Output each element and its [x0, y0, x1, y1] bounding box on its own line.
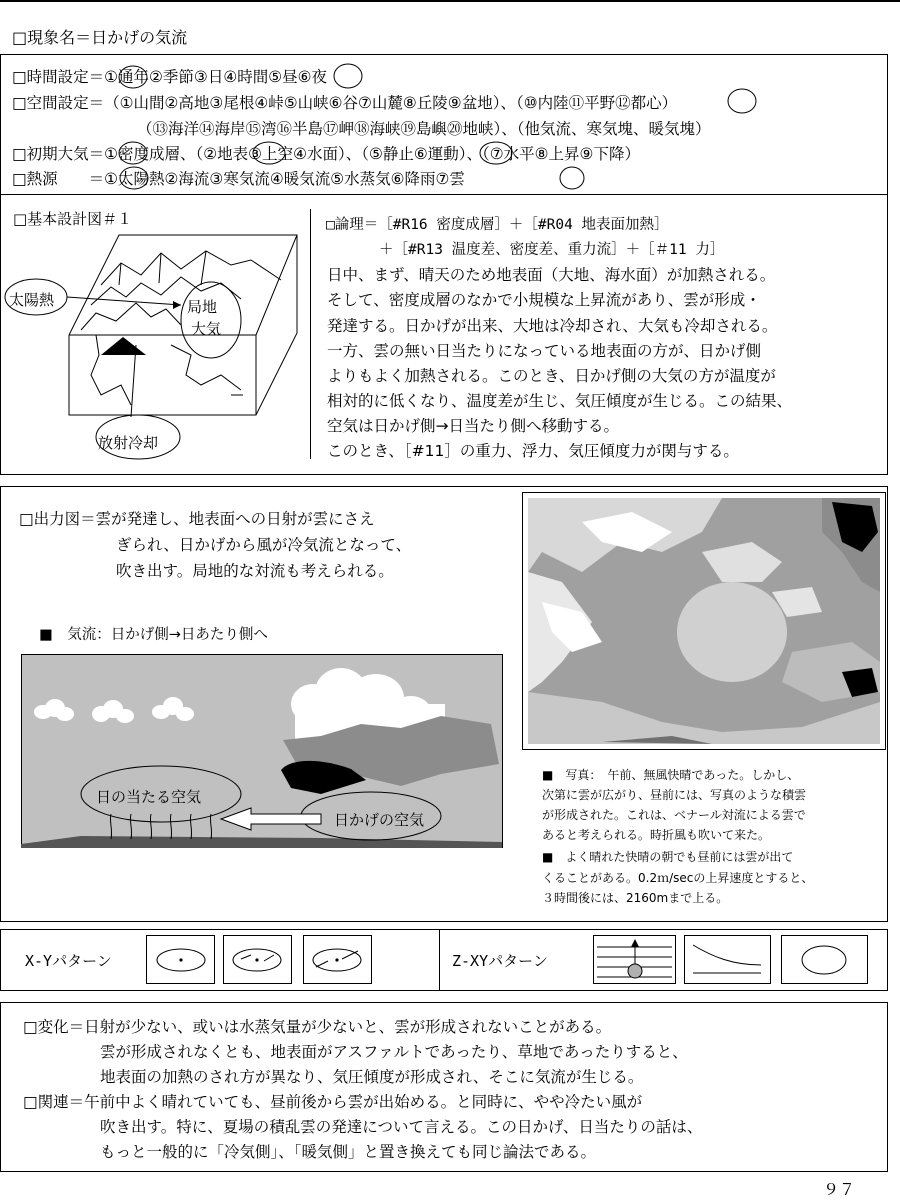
photo-caption-5: ■ よく晴れた快晴の朝でも昼前には雲が出て — [542, 850, 794, 864]
photo-caption-4: あると考えられる。時折風も吹いて来た。 — [542, 828, 771, 842]
change-line-3: 地表面の加熱のされ方が異なり、気圧傾度が形成され、そこに気流が生じる。 — [100, 1068, 644, 1086]
logic-body-2: そして、密度成層のなかで小規模な上昇流があり、雲が形成・ — [327, 291, 761, 309]
design-label: □基本設計図＃１ — [13, 210, 133, 228]
initial-atmosphere: □初期大気＝①密度成層、（②地表③上空④水面）、（⑤静止⑥運動）、（⑦水平⑧上昇⑨下降） — [12, 145, 640, 163]
logic-body-4: 一方、雲の無い日当たりになっている地表面の方が、日かげ側 — [327, 342, 762, 360]
output-line-2: ぎられ、日かげから風が冷気流となって、 — [116, 536, 412, 554]
relation-line-3: もっと一般的に「冷気側」、「暖気側」と置き換えても同じ論法である。 — [100, 1143, 597, 1161]
change-line-1: □変化＝日射が少ない、或いは水蒸気量が少ないと、雲が形成されないことがある。 — [23, 1018, 612, 1036]
local-label-2: 大気 — [191, 320, 222, 338]
photo-caption-2: 次第に雲が広がり、昼前には、写真のような積雲 — [542, 788, 807, 802]
top-rule — [0, 0, 900, 2]
radiation-cooling-label: 放射冷却 — [98, 434, 159, 452]
relation-line-1: □関連＝午前中よく晴れていても、昼前後から雲が出始める。と同時に、やや冷たい風が — [23, 1093, 643, 1111]
xy-patterns — [146, 935, 376, 985]
airflow-illustration — [21, 654, 504, 849]
logic-body-1: 日中、まず、晴天のため地表面（大地、海水面）が加熱される。 — [327, 266, 776, 284]
time-setting: □時間設定＝①通年②季節③日④時間⑤昼⑥夜 — [12, 68, 328, 86]
logic-body-6: 相対的に低くなり、温度差が生じ、気圧傾度が生じる。この結果、 — [327, 392, 793, 410]
pattern-divider — [439, 930, 440, 990]
local-label-1: 局地 — [187, 298, 218, 316]
page-number: ９７ — [823, 1180, 856, 1199]
page-title: □現象名＝日かげの気流 — [12, 28, 188, 47]
zxy-pattern-label: Z-XYパターン — [452, 952, 548, 970]
zxy-patterns — [593, 935, 873, 987]
space-setting-2: （⑬海洋⑭海岸⑮湾⑯半島⑰岬⑱海峡⑲島嶼⑳地峡）、（他気流、寒気塊、暖気塊） — [137, 120, 711, 138]
logic-line-1: □論理＝［#R16 密度成層］＋［#R04 地表面加熱］ — [326, 217, 669, 233]
pattern-box — [0, 929, 888, 991]
sunny-air-label: 日の当たる空気 — [96, 788, 202, 806]
logic-line-2: ＋［#R13 温度差、密度差、重力流］＋［＃11 力］ — [379, 242, 725, 258]
design-box — [0, 194, 888, 475]
selection-circles — [1, 55, 889, 196]
logic-body-7: 空気は日かげ側→日当たり側へ移動する。 — [327, 417, 619, 435]
logic-body-8: このとき、［#11］の重力、浮力、気圧傾度力が関与する。 — [327, 442, 739, 460]
photo-caption-6: くることがある。0.2ｍ/secの上昇速度とすると、 — [542, 871, 814, 885]
logic-body-5: よりもよく加熱される。このとき、日かげ側の大気の方が温度が — [327, 367, 776, 385]
change-line-2: 雲が形成されなくとも、地表面がアスファルトであったり、草地であったりすると、 — [100, 1043, 688, 1061]
photo-caption-3: が形成された。これは、ベナール対流による雲で — [542, 808, 806, 822]
output-line-3: 吹き出す。局地的な対流も考えられる。 — [116, 562, 394, 580]
xy-pattern-label: X-Yパターン — [25, 952, 112, 970]
output-box — [0, 486, 888, 922]
photo-caption-7: ３時間後には、2160mまで上る。 — [542, 891, 729, 905]
shade-air-label: 日かげの空気 — [334, 811, 425, 829]
relation-line-2: 吹き出す。特に、夏場の積乱雲の発達について言える。この日かげ、日当たりの話は、 — [100, 1118, 703, 1136]
heat-source: □熱源 ＝①太陽熱②海流③寒気流④暖気流⑤水蒸気⑥降雨⑦雲 — [12, 170, 465, 188]
photo-caption-1: ■ 写真： 午前、無風快晴であった。しかし、 — [542, 768, 800, 782]
cloud-photo — [522, 492, 886, 750]
change-box — [0, 1002, 888, 1172]
output-line-1: □出力図＝雲が発達し、地表面への日射が雲にさえ — [19, 510, 375, 528]
space-setting: □空間設定＝（①山間②高地③尾根④峠⑤山峡⑥谷⑦山麓⑧丘陵⑨盆地）、（⑩内陸⑪平野⑫都心） — [12, 94, 678, 112]
flow-caption: ■ 気流：日かげ側→日あたり側へ — [39, 627, 268, 643]
settings-box — [0, 54, 888, 195]
divider — [310, 209, 311, 459]
logic-body-3: 発達する。日かげが出来、大地は冷却され、大気も冷却される。 — [327, 317, 778, 335]
sun-heat-label: 太陽熱 — [9, 291, 55, 309]
